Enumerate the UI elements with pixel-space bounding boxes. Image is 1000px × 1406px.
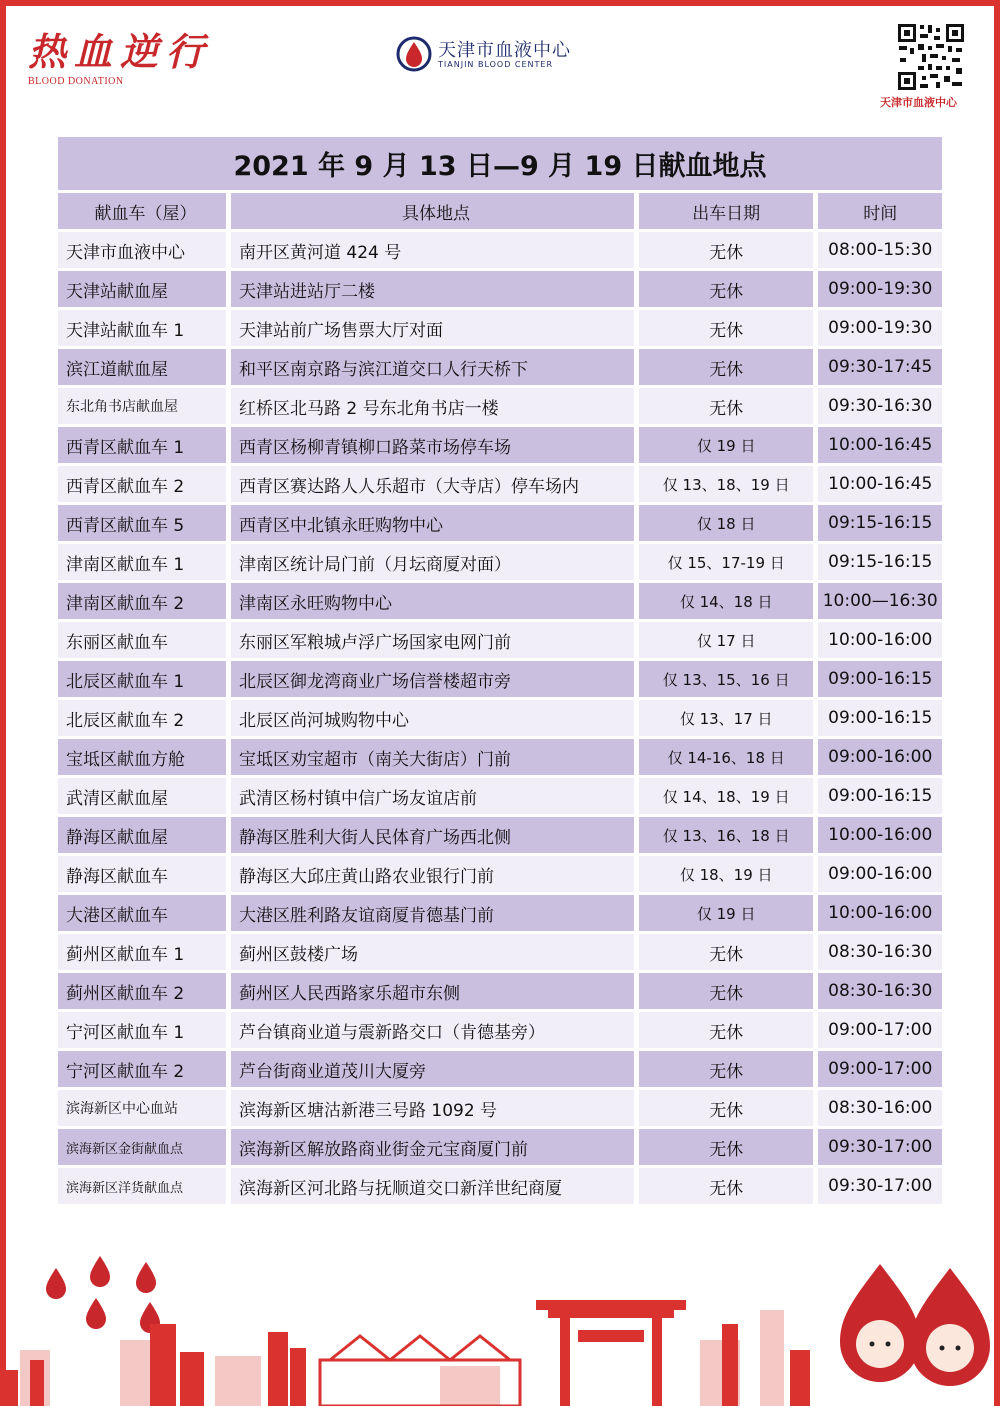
cell-location: 蓟州区鼓楼广场 bbox=[231, 934, 639, 973]
cell-time: 09:30-16:30 bbox=[818, 388, 942, 427]
header-location: 具体地点 bbox=[231, 193, 639, 232]
blood-drop-icon bbox=[396, 36, 432, 72]
cell-dates: 仅 15、17-19 日 bbox=[639, 544, 819, 583]
cell-location: 和平区南京路与滨江道交口人行天桥下 bbox=[231, 349, 639, 388]
cell-location: 天津站前广场售票大厅对面 bbox=[231, 310, 639, 349]
table-header-row bbox=[58, 193, 942, 232]
table-title: 2021 年 9 月 13 日—9 月 19 日献血地点 bbox=[58, 137, 942, 193]
cell-location: 南开区黄河道 424 号 bbox=[231, 232, 639, 271]
table-row bbox=[58, 934, 942, 973]
cell-time: 09:15-16:15 bbox=[818, 505, 942, 544]
mascot-illustration bbox=[840, 1264, 990, 1386]
cell-vehicle: 北辰区献血车 2 bbox=[58, 700, 231, 739]
table-row bbox=[58, 817, 942, 856]
campaign-title: 热血逆行 bbox=[28, 29, 213, 74]
cell-dates: 无休 bbox=[639, 388, 819, 427]
table-row bbox=[58, 388, 942, 427]
cell-location: 北辰区御龙湾商业广场信誉楼超市旁 bbox=[231, 661, 639, 700]
cell-time: 08:30-16:30 bbox=[818, 934, 942, 973]
blood-center-logo bbox=[396, 34, 596, 74]
cell-time: 09:30-17:00 bbox=[818, 1129, 942, 1168]
table-row bbox=[58, 973, 942, 1012]
cell-vehicle: 西青区献血车 2 bbox=[58, 466, 231, 505]
table-title-row bbox=[58, 137, 942, 193]
cell-dates: 仅 18、19 日 bbox=[639, 856, 819, 895]
qr-code-icon bbox=[896, 22, 966, 92]
cell-location: 蓟州区人民西路家乐超市东侧 bbox=[231, 973, 639, 1012]
cell-vehicle: 宁河区献血车 1 bbox=[58, 1012, 231, 1051]
table-row bbox=[58, 778, 942, 817]
table-row bbox=[58, 349, 942, 388]
table-row bbox=[58, 544, 942, 583]
cell-dates: 无休 bbox=[639, 1012, 819, 1051]
center-name-en: TIANJIN BLOOD CENTER bbox=[438, 60, 554, 69]
cell-time: 10:00—16:30 bbox=[818, 583, 942, 622]
table-row bbox=[58, 1090, 942, 1129]
cell-dates: 无休 bbox=[639, 349, 819, 388]
table-row bbox=[58, 622, 942, 661]
cell-location: 滨海新区解放路商业街金元宝商厦门前 bbox=[231, 1129, 639, 1168]
cell-vehicle: 滨海新区金街献血点 bbox=[58, 1129, 231, 1168]
cell-time: 10:00-16:00 bbox=[818, 622, 942, 661]
cell-location: 宝坻区劝宝超市（南关大街店）门前 bbox=[231, 739, 639, 778]
table-row bbox=[58, 505, 942, 544]
cell-dates: 仅 13、18、19 日 bbox=[639, 466, 819, 505]
cell-vehicle: 东丽区献血车 bbox=[58, 622, 231, 661]
header-dates: 出车日期 bbox=[639, 193, 819, 232]
cell-vehicle: 东北角书店献血屋 bbox=[58, 388, 231, 427]
cell-time: 09:15-16:15 bbox=[818, 544, 942, 583]
cell-dates: 无休 bbox=[639, 1051, 819, 1090]
cell-time: 09:30-17:00 bbox=[818, 1168, 942, 1207]
cell-location: 北辰区尚河城购物中心 bbox=[231, 700, 639, 739]
cell-dates: 仅 14-16、18 日 bbox=[639, 739, 819, 778]
cell-vehicle: 大港区献血车 bbox=[58, 895, 231, 934]
cell-vehicle: 滨海新区洋货献血点 bbox=[58, 1168, 231, 1207]
cell-time: 08:30-16:00 bbox=[818, 1090, 942, 1129]
cell-dates: 仅 13、15、16 日 bbox=[639, 661, 819, 700]
table-row bbox=[58, 856, 942, 895]
cell-vehicle: 武清区献血屋 bbox=[58, 778, 231, 817]
cell-location: 天津站进站厅二楼 bbox=[231, 271, 639, 310]
table-row bbox=[58, 895, 942, 934]
cell-dates: 仅 13、17 日 bbox=[639, 700, 819, 739]
skyline-illustration bbox=[0, 1240, 1000, 1406]
cell-location: 静海区大邱庄黄山路农业银行门前 bbox=[231, 856, 639, 895]
cell-vehicle: 宝坻区献血方舱 bbox=[58, 739, 231, 778]
cell-dates: 无休 bbox=[639, 1090, 819, 1129]
cell-vehicle: 西青区献血车 1 bbox=[58, 427, 231, 466]
cell-location: 滨海新区塘沽新港三号路 1092 号 bbox=[231, 1090, 639, 1129]
table-row bbox=[58, 232, 942, 271]
qr-label: 天津市血液中心 bbox=[880, 96, 957, 109]
cell-dates: 无休 bbox=[639, 934, 819, 973]
cell-location: 滨海新区河北路与抚顺道交口新洋世纪商厦 bbox=[231, 1168, 639, 1207]
cell-dates: 无休 bbox=[639, 1129, 819, 1168]
cell-vehicle: 滨海新区中心血站 bbox=[58, 1090, 231, 1129]
center-name-cn: 天津市血液中心 bbox=[438, 40, 571, 61]
cell-location: 东丽区军粮城卢浮广场国家电网门前 bbox=[231, 622, 639, 661]
table-row bbox=[58, 1129, 942, 1168]
cell-vehicle: 蓟州区献血车 1 bbox=[58, 934, 231, 973]
cell-vehicle: 津南区献血车 2 bbox=[58, 583, 231, 622]
table-row bbox=[58, 583, 942, 622]
table-row bbox=[58, 1012, 942, 1051]
cell-dates: 无休 bbox=[639, 271, 819, 310]
cell-vehicle: 蓟州区献血车 2 bbox=[58, 973, 231, 1012]
cell-vehicle: 静海区献血屋 bbox=[58, 817, 231, 856]
table-row bbox=[58, 1051, 942, 1090]
cell-vehicle: 天津站献血屋 bbox=[58, 271, 231, 310]
cell-location: 津南区统计局门前（月坛商厦对面） bbox=[231, 544, 639, 583]
cell-time: 09:00-16:15 bbox=[818, 778, 942, 817]
header-time: 时间 bbox=[818, 193, 942, 232]
cell-dates: 仅 19 日 bbox=[639, 895, 819, 934]
cell-dates: 仅 18 日 bbox=[639, 505, 819, 544]
cell-dates: 仅 19 日 bbox=[639, 427, 819, 466]
donation-schedule-table bbox=[58, 137, 942, 1207]
cell-time: 08:00-15:30 bbox=[818, 232, 942, 271]
cell-time: 09:00-19:30 bbox=[818, 271, 942, 310]
cell-location: 大港区胜利路友谊商厦肯德基门前 bbox=[231, 895, 639, 934]
table-row bbox=[58, 466, 942, 505]
cell-location: 芦台镇商业道与震新路交口（肯德基旁） bbox=[231, 1012, 639, 1051]
cell-location: 西青区中北镇永旺购物中心 bbox=[231, 505, 639, 544]
cell-time: 09:00-19:30 bbox=[818, 310, 942, 349]
cell-time: 08:30-16:30 bbox=[818, 973, 942, 1012]
cell-vehicle: 天津市血液中心 bbox=[58, 232, 231, 271]
table-row bbox=[58, 739, 942, 778]
cell-vehicle: 宁河区献血车 2 bbox=[58, 1051, 231, 1090]
cell-location: 红桥区北马路 2 号东北角书店一楼 bbox=[231, 388, 639, 427]
cell-time: 10:00-16:00 bbox=[818, 895, 942, 934]
cell-time: 09:00-17:00 bbox=[818, 1051, 942, 1090]
cell-vehicle: 津南区献血车 1 bbox=[58, 544, 231, 583]
cell-dates: 仅 17 日 bbox=[639, 622, 819, 661]
cell-location: 芦台街商业道茂川大厦旁 bbox=[231, 1051, 639, 1090]
table-row bbox=[58, 661, 942, 700]
cell-dates: 仅 14、18、19 日 bbox=[639, 778, 819, 817]
cell-time: 09:00-16:15 bbox=[818, 661, 942, 700]
cell-dates: 无休 bbox=[639, 232, 819, 271]
cell-time: 10:00-16:00 bbox=[818, 817, 942, 856]
cell-time: 10:00-16:45 bbox=[818, 427, 942, 466]
cell-location: 西青区赛达路人人乐超市（大寺店）停车场内 bbox=[231, 466, 639, 505]
table-row bbox=[58, 310, 942, 349]
cell-dates: 仅 14、18 日 bbox=[639, 583, 819, 622]
cell-vehicle: 北辰区献血车 1 bbox=[58, 661, 231, 700]
cell-dates: 无休 bbox=[639, 973, 819, 1012]
campaign-subtitle: BLOOD DONATION bbox=[28, 76, 124, 87]
header-vehicle: 献血车（屋） bbox=[58, 193, 231, 232]
cell-vehicle: 静海区献血车 bbox=[58, 856, 231, 895]
table-row bbox=[58, 271, 942, 310]
cell-dates: 仅 13、16、18 日 bbox=[639, 817, 819, 856]
cell-location: 武清区杨村镇中信广场友谊店前 bbox=[231, 778, 639, 817]
cell-location: 静海区胜利大街人民体育广场西北侧 bbox=[231, 817, 639, 856]
cell-dates: 无休 bbox=[639, 310, 819, 349]
cell-location: 西青区杨柳青镇柳口路菜市场停车场 bbox=[231, 427, 639, 466]
cell-time: 10:00-16:45 bbox=[818, 466, 942, 505]
cell-time: 09:00-16:15 bbox=[818, 700, 942, 739]
table-row bbox=[58, 1168, 942, 1207]
cell-time: 09:00-16:00 bbox=[818, 856, 942, 895]
table-row bbox=[58, 427, 942, 466]
campaign-logo bbox=[28, 30, 248, 92]
cell-dates: 无休 bbox=[639, 1168, 819, 1207]
cell-vehicle: 滨江道献血屋 bbox=[58, 349, 231, 388]
cell-time: 09:00-17:00 bbox=[818, 1012, 942, 1051]
cell-time: 09:00-16:00 bbox=[818, 739, 942, 778]
cell-vehicle: 西青区献血车 5 bbox=[58, 505, 231, 544]
cell-time: 09:30-17:45 bbox=[818, 349, 942, 388]
cell-vehicle: 天津站献血车 1 bbox=[58, 310, 231, 349]
cell-location: 津南区永旺购物中心 bbox=[231, 583, 639, 622]
table-row bbox=[58, 700, 942, 739]
